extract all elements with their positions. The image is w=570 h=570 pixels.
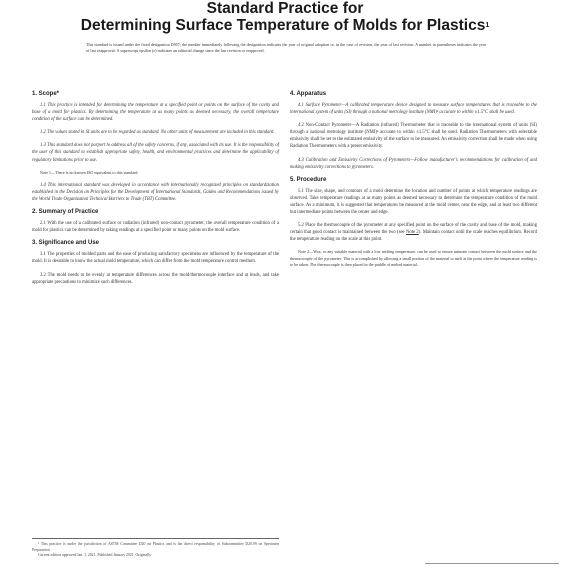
summary-heading: 2. Summary of Practice bbox=[32, 209, 99, 216]
apparatus-p1: 4.1 Surface Pyrometer—A calibrated temperature device designed to measure surface temperatures that is traceable to the international system of units (SI) through a national metrology institute (NMI)² accurate to within ±1.5°C shall be used. bbox=[290, 103, 537, 116]
scope-heading: 1. Scope* bbox=[32, 91, 60, 97]
note-1: Note 1—There is no known ISO equivalent to this standard. bbox=[40, 169, 139, 175]
title-block bbox=[0, 0, 570, 34]
procedure-p1: 5.1 The size, shape, and contours of a mold determine the location and number of points at which temperature readings are observed. Take temperature readings at as many points as deemed necessary to determine the temperature condition of the mold surface. As a minimum, it is suggested that temperatures be measured at the mold center, near the edge, and at least two different but intermediate points between the center and edge. bbox=[290, 188, 537, 216]
title-line-2-text: Determining Surface Temperature of Molds for Plastics bbox=[80, 17, 486, 34]
apparatus-p3: 4.3 Calibration and Emissivity Corrections of Pyrometers—Follow manufacturer’s recommendations for calibration of and making emissivity corrections to pyrometers. bbox=[290, 157, 537, 170]
scope-p2: 1.2 The values stated in SI units are to be regarded as standard. No other units of measurement are included in this standard. bbox=[40, 130, 275, 136]
title-footnote-marker: 1 bbox=[485, 22, 490, 29]
scope-p4: 1.4 This international standard was developed in accordance with internationally recognized principles on standardization established in the Decision on Principles for the Development of International Standards, Guides and Recommendations issued by the World Trade Organization Technical Barriers to Trade (TBT) Committee. bbox=[32, 182, 279, 203]
note-2-link[interactable]: Note 2 bbox=[405, 230, 419, 236]
procedure-heading: 5. Procedure bbox=[290, 176, 327, 183]
left-column bbox=[32, 85, 279, 292]
footnote-1: ¹ This practice is under the jurisdiction of ASTM Committee D20 on Plastics and is the direct responsibility of Subcommittee D20.09 on Specimen Preparation. bbox=[32, 542, 279, 552]
footnote-divider bbox=[425, 563, 559, 564]
procedure-p2-start: 5.2 Place the thermocouple of the pyrometer at any specified point on the surface of the cavity and base of the mold, making certain that good contact is maintained between the two (see bbox=[290, 223, 537, 236]
issue-note: This standard is issued under the fixed designation D957; the number immediately following the designation indicates the year of original adoption or, in the case of revision, the year of last revision. A number in parentheses indicates the year of last reapproval. A superscript epsilon (ε) indicates an editorial change since the last revision or reapproval. bbox=[86, 42, 486, 53]
title-line-2 bbox=[0, 17, 570, 34]
right-column bbox=[290, 85, 537, 274]
summary-p1: 2.1 With the use of a calibrated surface or radiation (infrared) non-contact pyrometer, the overall temperature condition of a mold for plastics can be determined by taking readings at a specified point or many points on the mold surface. bbox=[32, 221, 279, 234]
apparatus-heading: 4. Apparatus bbox=[290, 91, 327, 97]
scope-p3: 1.3 This standard does not purport to address all of the safety concerns, if any, associated with its use. It is the responsibility of the user of this standard to establish appropriate safety, health, and environmental practices and determine the applicability of regulatory limitations prior to use. bbox=[32, 143, 279, 163]
procedure-p2 bbox=[290, 222, 537, 243]
footnote-2: Current edition approved Jan. 1, 2021. Published January 2021. Originally bbox=[38, 553, 152, 558]
significance-heading: 3. Significance and Use bbox=[32, 240, 100, 247]
procedure-p2-end: ). Maintain contact until the scale reaches equilibrium. Record the temperature reading on the scale at this point. bbox=[290, 230, 537, 243]
title-line-1: Standard Practice for bbox=[206, 0, 364, 17]
significance-p1: 3.1 The properties of molded parts and the ease of producing satisfactory specimens are influenced by the temperature of the mold. It is desirable to know the actual mold temperature, which can differ from the mold temperature control medium. bbox=[32, 252, 279, 265]
footnotes bbox=[32, 538, 279, 559]
significance-p2: 3.2 The mold needs to be evenly at temperature differences across the mold/thermocouple interface and at leads, and take appropriate precautions to minimize such differences. bbox=[32, 272, 279, 285]
apparatus-p2: 4.2 Non-Contact Pyrometer—A Radiation (infrared) Thermometer that is traceable to the international system of units (SI) through a national metrology institute (NMI)² accurate to within ±1.5°C shall be used. Radiation Thermometers with selectable emissivity shall be set to the estimated emissivity of the surface to be measured. An emissivity correction shall be made when using Radiation Thermometers with a preset emissivity. bbox=[290, 123, 537, 150]
note-2: Note 2—Wax, or any suitable material with a low melting temperature, can be used to ensure intimate contact between the mold surface and the thermocouple of the pyrometer. This is accomplished by allowing a small portion of the material to melt at the point where the temperature reading is to be taken. The thermocouple is then placed in the puddle of melted material. bbox=[290, 249, 537, 267]
scope-p1: 1.1 This practice is intended for determining the temperature at a specified point or points on the surface of the cavity and base of a mold for plastics. By determining the temperature at as many points as deemed necessary, the overall temperature condition of the surface can be determined. bbox=[32, 103, 279, 123]
